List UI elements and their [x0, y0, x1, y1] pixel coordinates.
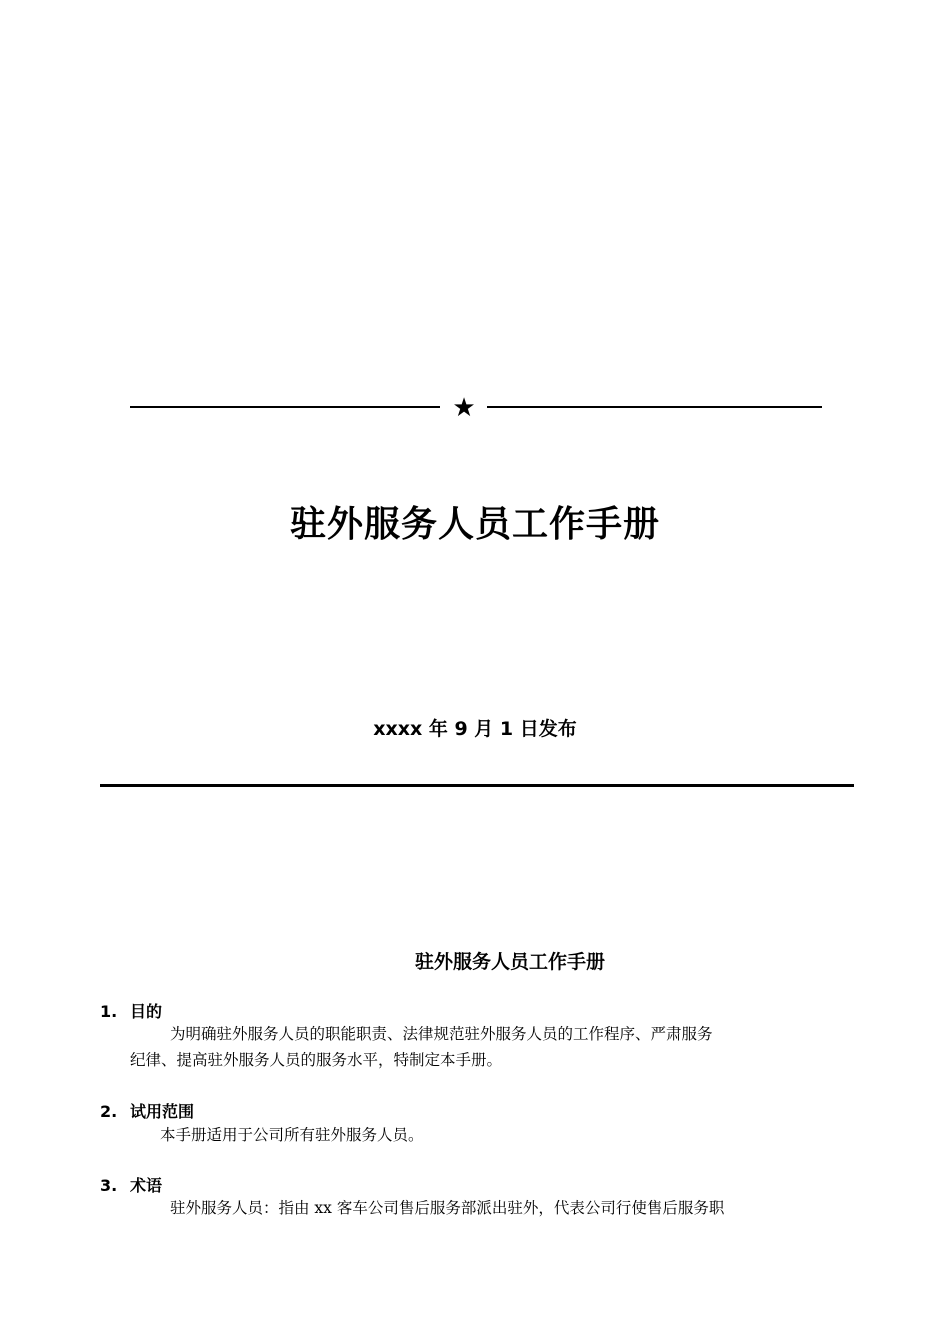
section-number: 1.	[100, 1002, 118, 1021]
section-heading-terms	[100, 1173, 162, 1196]
star-icon: ★	[452, 393, 476, 423]
document-title: 驻外服务人员工作手册	[414, 951, 605, 973]
paragraph-line: 驻外服务人员：指由 xx 客车公司售后服务部派出驻外，代表公司行使售后服务职	[170, 1199, 725, 1217]
cover-rule-right	[487, 406, 822, 408]
paragraph-line: 本手册适用于公司所有驻外服务人员。	[160, 1126, 424, 1144]
cover-rule-bottom	[100, 784, 854, 787]
paragraph-line: 纪律、提高驻外服务人员的服务水平，特制定本手册。	[130, 1051, 503, 1069]
section-title: 术语	[130, 1176, 163, 1195]
publish-date: xxxx 年 9 月 1 日发布	[373, 718, 577, 740]
cover-title: 驻外服务人员工作手册	[289, 503, 660, 545]
section-heading-scope	[100, 1099, 194, 1122]
section-number: 2.	[100, 1102, 118, 1121]
cover-rule-left	[130, 406, 440, 408]
section-heading-purpose	[100, 999, 162, 1022]
paragraph-line: 为明确驻外服务人员的职能职责、法律规范驻外服务人员的工作程序、严肃服务	[170, 1025, 713, 1043]
section-title: 试用范围	[130, 1102, 195, 1121]
section-number: 3.	[100, 1176, 118, 1195]
section-title: 目的	[130, 1002, 163, 1021]
